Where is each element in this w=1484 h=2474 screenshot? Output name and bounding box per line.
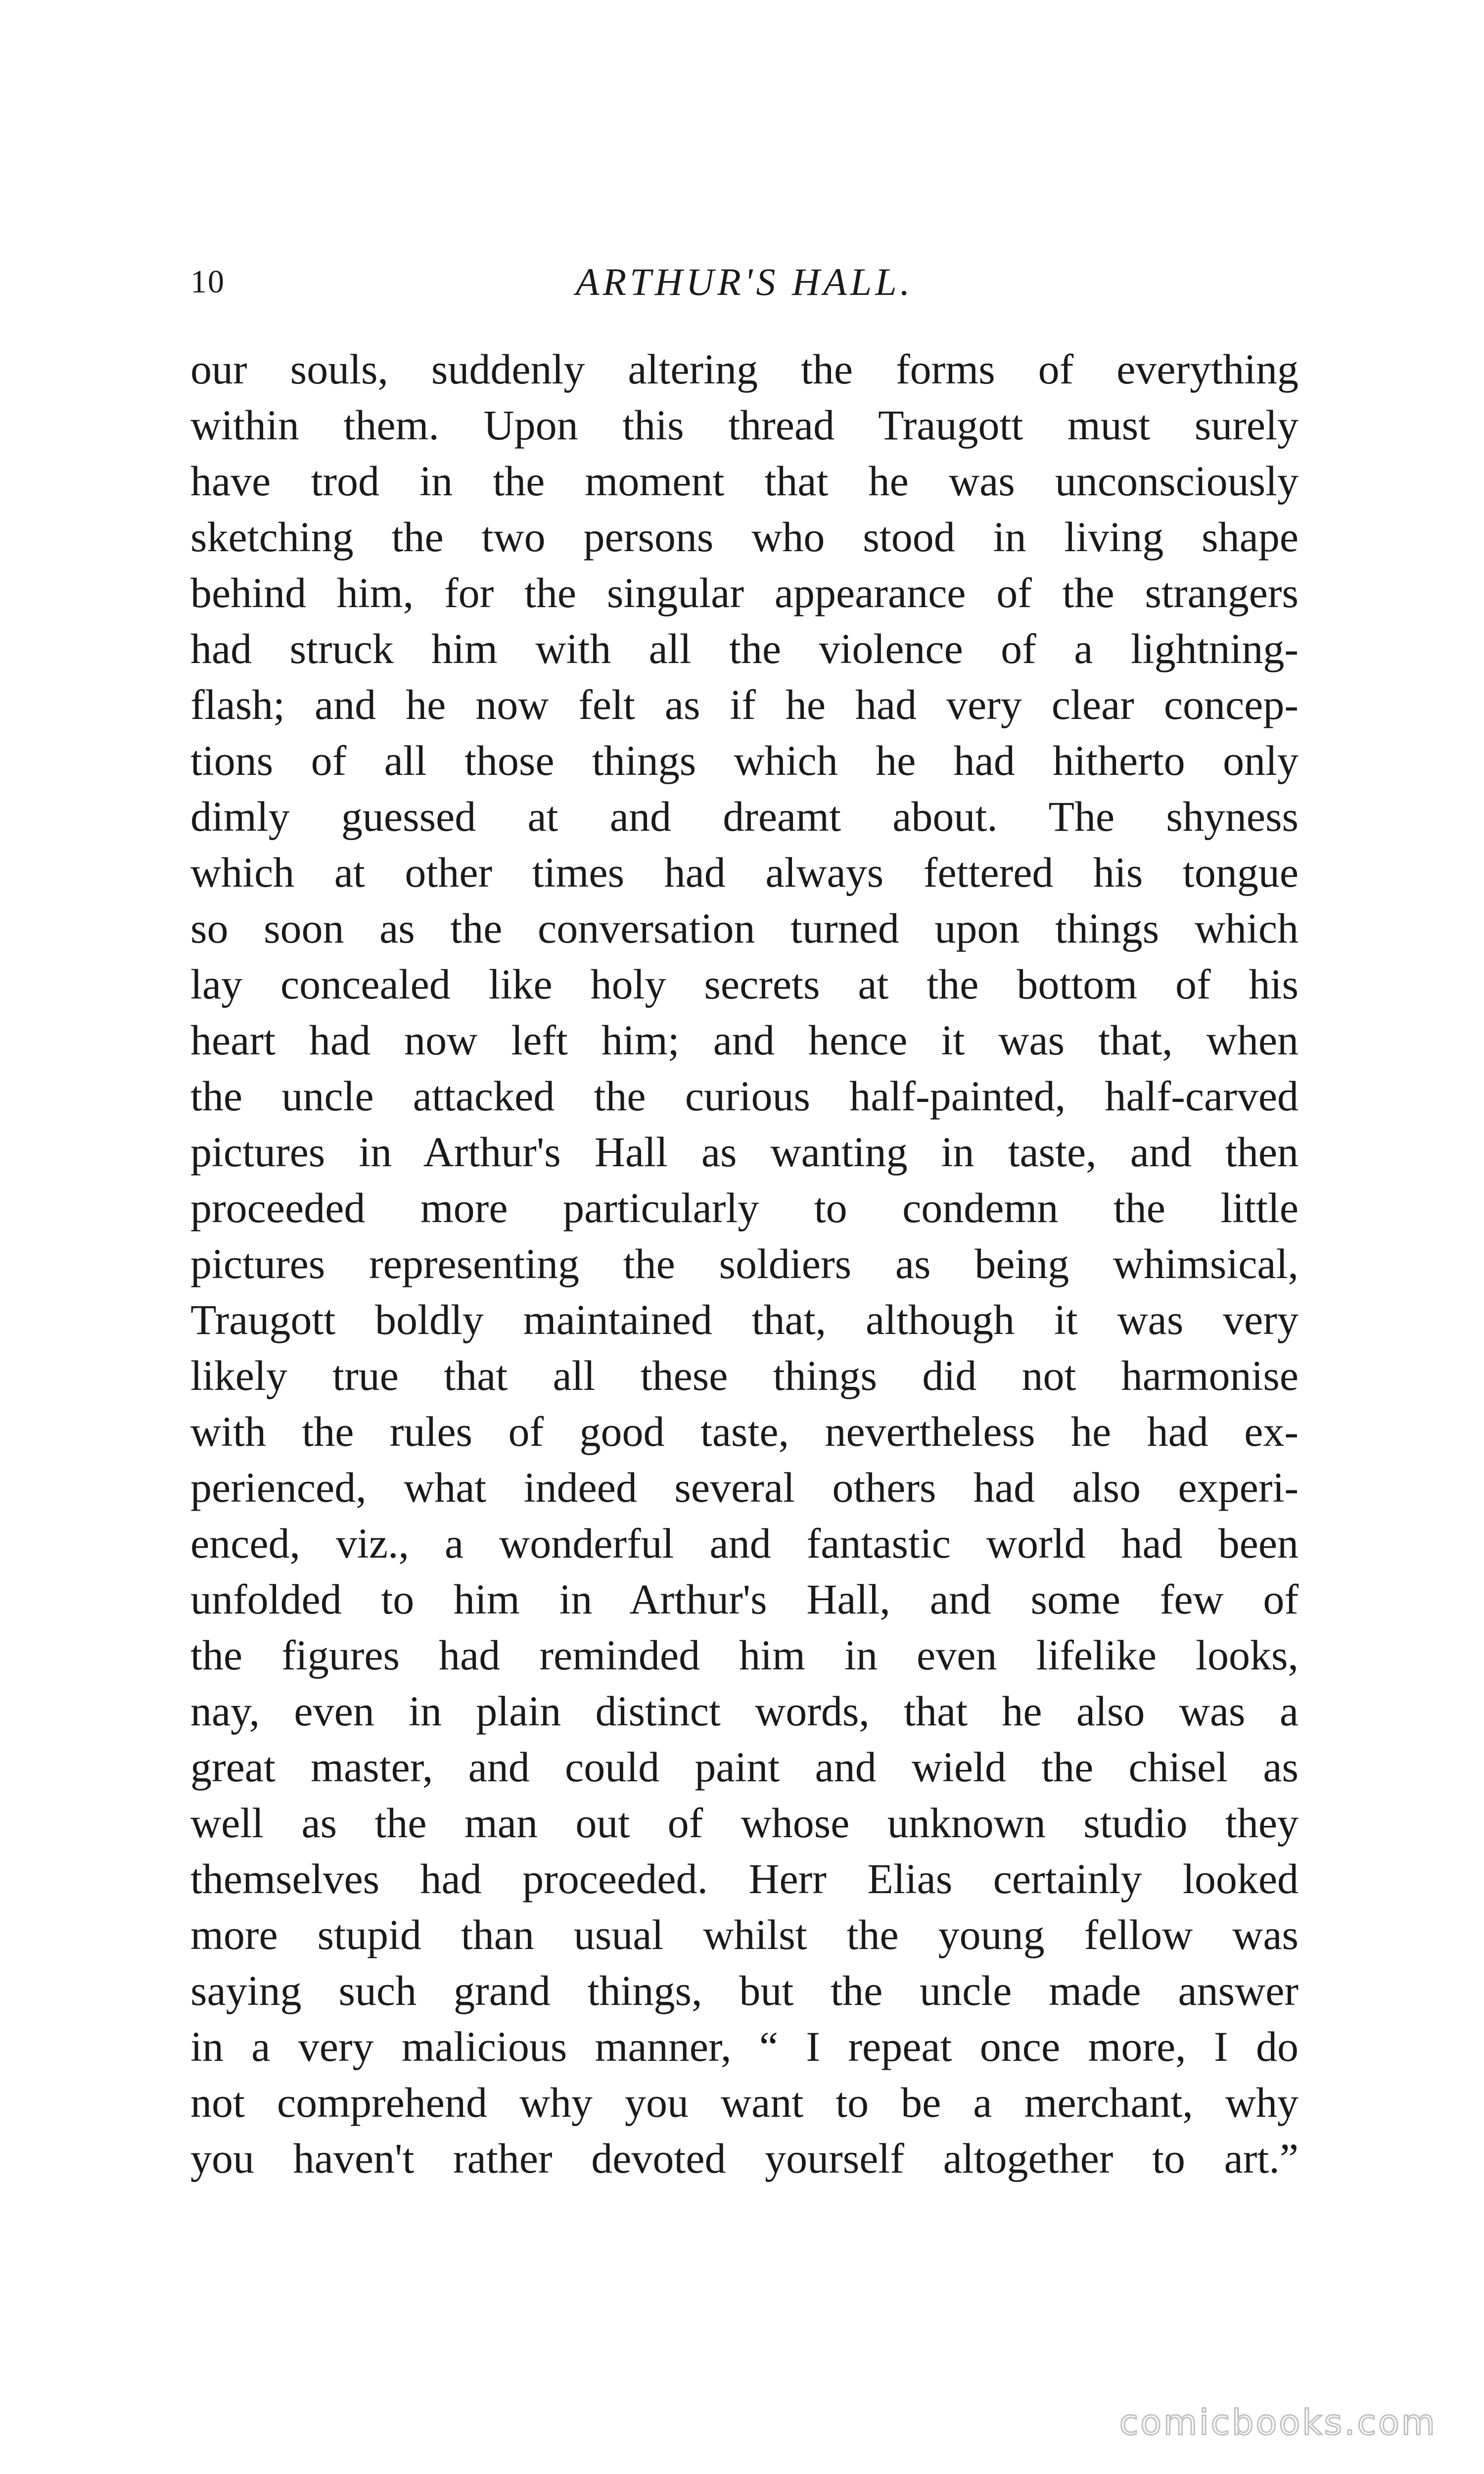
text-line: proceeded more particularly to condemn the little: [190, 1184, 1298, 1232]
text-line: in a very malicious manner, “ I repeat once more, I do: [190, 2023, 1298, 2070]
text-line: within them. Upon this thread Traugott must surely: [190, 401, 1298, 449]
text-line: great master, and could paint and wield the chisel as: [190, 1743, 1298, 1791]
text-line: more stupid than usual whilst the young fellow was: [190, 1911, 1298, 1958]
text-line: tions of all those things which he had hitherto only: [190, 737, 1298, 784]
text-line: enced, viz., a wonderful and fantastic world had been: [190, 1520, 1298, 1567]
text-line: pictures in Arthur's Hall as wanting in taste, and then: [190, 1128, 1298, 1176]
text-line: pictures representing the soldiers as being whimsical,: [190, 1240, 1298, 1287]
text-line: had struck him with all the violence of a lightning-: [190, 625, 1298, 672]
text-line: the figures had reminded him in even lifelike looks,: [190, 1631, 1298, 1679]
text-line: the uncle attacked the curious half-painted, half-carved: [190, 1072, 1298, 1120]
text-line: flash; and he now felt as if he had very clear concep-: [190, 681, 1298, 728]
text-line: themselves had proceeded. Herr Elias certainly looked: [190, 1855, 1298, 1903]
running-title: ARTHUR'S HALL.: [575, 260, 914, 303]
text-line: likely true that all these things did not harmonise: [190, 1352, 1298, 1399]
text-line: Traugott boldly maintained that, although it was very: [190, 1296, 1298, 1343]
page-number: 10: [190, 264, 225, 300]
text-line: saying such grand things, but the uncle made answer: [190, 1967, 1298, 2014]
text-line: our souls, suddenly altering the forms of everything: [190, 345, 1298, 393]
page-header: [190, 255, 1298, 309]
text-line: heart had now left him; and hence it was that, when: [190, 1016, 1298, 1064]
text-line: perienced, what indeed several others had also experi-: [190, 1464, 1298, 1511]
text-line: sketching the two persons who stood in living shape: [190, 513, 1298, 561]
text-line: so soon as the conversation turned upon things which: [190, 904, 1298, 952]
text-line: not comprehend why you want to be a merchant, why: [190, 2079, 1298, 2126]
text-line: you haven't rather devoted yourself altogether to art.”: [190, 2135, 1298, 2182]
text-line: have trod in the moment that he was unconsciously: [190, 457, 1298, 505]
text-line: behind him, for the singular appearance of the strangers: [190, 569, 1298, 617]
text-line: well as the man out of whose unknown studio they: [190, 1799, 1298, 1847]
text-line: nay, even in plain distinct words, that he also was a: [190, 1687, 1298, 1735]
text-line: with the rules of good taste, nevertheless he had ex-: [190, 1408, 1298, 1455]
text-line: which at other times had always fettered his tongue: [190, 849, 1298, 896]
text-line: unfolded to him in Arthur's Hall, and some few of: [190, 1575, 1298, 1623]
watermark: comicbooks.com: [1119, 2402, 1437, 2443]
body-text: [190, 341, 1298, 2187]
text-line: lay concealed like holy secrets at the bottom of his: [190, 960, 1298, 1008]
text-line: dimly guessed at and dreamt about. The shyness: [190, 793, 1298, 840]
